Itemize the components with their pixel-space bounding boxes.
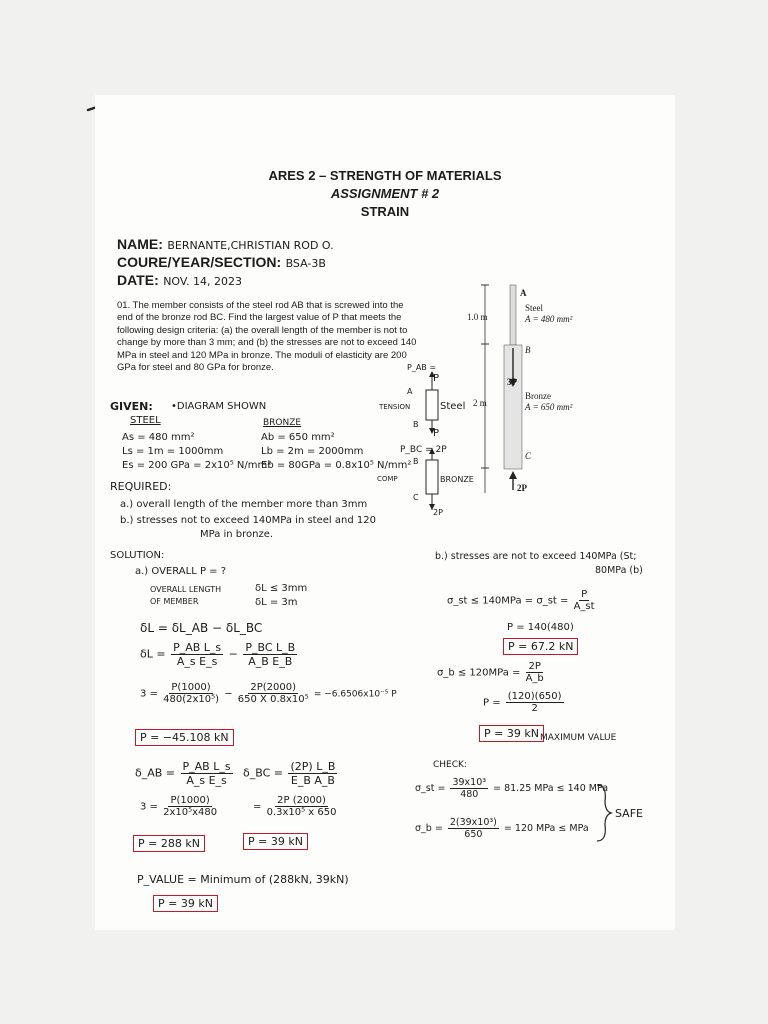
- check-steel: σ_st = $\frac{\text{39x10³}}{480}$ = 81.25 MPa ≤ 140 MPa: [415, 777, 609, 800]
- answer-box-3: P = 39 kN: [243, 833, 308, 850]
- delta-ab-formula: δ_AB = $\frac{\text{P\_AB L\_s}}{\text{A\_s E\_s}}$: [135, 760, 231, 787]
- overall-length-label: OVERALL LENGTH: [150, 585, 222, 594]
- solution-title: SOLUTION:: [110, 550, 165, 561]
- maximum-value-label: MAXIMUM VALUE: [540, 733, 617, 743]
- delta-bc-substituted: = $\frac{2P (2000)}{\text{0.3x10⁵ x 650}}$: [253, 795, 337, 818]
- fbd-comp-label: COMP: [377, 475, 398, 483]
- answer-box-final: P = 39 kN: [153, 895, 218, 912]
- fbd-b-label: B: [413, 420, 419, 429]
- bronze-label: Bronze: [525, 391, 551, 401]
- course-title: ARES 2 – STRENGTH OF MATERIALS: [268, 168, 502, 183]
- answer-box-1: P = −45.108 kN: [135, 729, 234, 746]
- part-a-heading: a.) OVERALL P = ?: [135, 566, 227, 577]
- safe-brace: [595, 783, 613, 843]
- fbd-tension-label: TENSION: [379, 403, 411, 411]
- bronze-p-eq: P = $\frac{(120)(650)}{2}$: [483, 691, 562, 714]
- steel-stress-eq: σ_st ≤ 140MPa = σ_st = $\frac{P}{A\_st}$: [447, 589, 595, 612]
- check-title: CHECK:: [433, 760, 467, 770]
- problem-statement: 01. The member consists of the steel rod AB that is screwed into the end of the bronze rod BC. Find the largest value of P that meets the following design criteria: (a) the overall length of the member is not to change by more than 3 mm; and (b) the stresses are not to exceed 140 MPa in steel and 120 MPa in bronze. The moduli of elasticity are 200 GPa for steel and 80 GPa for bronze.: [117, 300, 417, 374]
- length-ab-label: 1.0 m: [467, 312, 488, 322]
- steel-area: As = 480 mm²: [122, 432, 195, 443]
- elongation-formula: δL = $\frac{\text{P\_AB L\_s}}{\text{A\_s E\_s}}$ − $\frac{\text{P\_BC L\_B}}{\text{A\_B E\_B}}$: [140, 641, 296, 668]
- fbd-pbc-label: P_BC = 2P: [400, 445, 447, 455]
- answer-box-2: P = 288 kN: [133, 835, 205, 852]
- elongation-equation: δL = δL_AB − δL_BC: [140, 621, 263, 635]
- fbd-p-top: P: [433, 373, 440, 384]
- fbd-pab-label: P_AB =: [407, 363, 437, 372]
- assignment-title: ASSIGNMENT # 2: [330, 186, 440, 201]
- bronze-stress-eq: σ_b ≤ 120MPa = $\frac{2P}{A\_b}$: [437, 661, 544, 684]
- check-bronze: σ_b = $\frac{\text{2(39x10³)}}{650}$ = 120 MPa ≤ MPa: [415, 817, 589, 840]
- fbd-2p-bottom: 2P: [433, 508, 443, 517]
- bronze-area-label: A = 650 mm²: [525, 402, 573, 412]
- load-3p-label: 3P: [507, 377, 517, 387]
- delta-bc-formula: δ_BC = $\frac{(2P) L\_B}{\text{E\_B A\_B}}$: [243, 760, 336, 787]
- required-b-cont: MPa in bronze.: [200, 529, 274, 540]
- point-b-label: B: [525, 345, 531, 355]
- substituted-formula: 3 = $\frac{P(1000)}{\text{480(2x10⁵)}}$ − $\frac{2P(2000)}{\text{650 X 0.8x10⁵}}$ = −6.6506x10⁻⁵ P: [140, 682, 397, 705]
- required-title: REQUIRED:: [110, 480, 172, 493]
- condition-2: δL = 3m: [255, 597, 298, 608]
- load-2p-label: 2P: [517, 483, 527, 493]
- given-title: GIVEN:: [110, 400, 153, 413]
- fbd-b2-label: B: [413, 457, 419, 466]
- p-value-statement: P_VALUE = Minimum of (288kN, 39kN): [137, 873, 349, 886]
- bronze-heading: BRONZE: [263, 418, 302, 428]
- given-note: •DIAGRAM SHOWN: [171, 401, 267, 412]
- condition-1: δL ≤ 3mm: [255, 583, 308, 594]
- delta-ab-substituted: 3 = $\frac{P(1000)}{\text{2x10⁵x480}}$: [140, 795, 218, 818]
- required-b: b.) stresses not to exceed 140MPa in steel and 120: [120, 515, 376, 526]
- steel-label: Steel: [525, 303, 543, 313]
- required-a: a.) overall length of the member more than 3mm: [120, 499, 368, 510]
- steel-modulus: Es = 200 GPa = 2x10⁵ N/mm²: [122, 460, 272, 471]
- answer-box-steel: P = 67.2 kN: [503, 638, 578, 655]
- bronze-length: Lb = 2m = 2000mm: [261, 446, 364, 457]
- fbd-steel-label: Steel: [440, 401, 466, 412]
- student-name: NAME: BERNANTE,CHRISTIAN ROD O.: [117, 236, 334, 252]
- point-a-label: A: [520, 288, 527, 298]
- steel-p-eq: P = 140(480): [507, 622, 574, 633]
- bronze-area: Ab = 650 mm²: [261, 432, 335, 443]
- part-b-heading-cont: 80MPa (b): [595, 565, 643, 576]
- answer-box-bronze: P = 39 kN: [479, 725, 544, 742]
- fbd-a-label: A: [407, 387, 413, 396]
- safe-label: SAFE: [615, 807, 643, 820]
- of-member-label: OF MEMBER: [150, 597, 199, 606]
- steel-area-label: A = 480 mm²: [525, 314, 573, 324]
- fbd-c-label: C: [413, 493, 419, 502]
- assignment-sheet: [95, 95, 675, 930]
- steel-length: Ls = 1m = 1000mm: [122, 446, 224, 457]
- part-b-heading: b.) stresses are not to exceed 140MPa (St;: [435, 551, 637, 562]
- bronze-modulus: Eb = 80GPa = 0.8x10⁵ N/mm²: [261, 460, 412, 471]
- student-section: COURE/YEAR/SECTION: BSA-3B: [117, 254, 326, 270]
- point-c-label: C: [525, 451, 532, 461]
- topic-title: STRAIN: [360, 204, 410, 219]
- steel-heading: STEEL: [130, 415, 161, 426]
- length-bc-label: 2 m: [473, 398, 487, 408]
- fbd-p-mid: P: [433, 428, 440, 439]
- submission-date: DATE: NOV. 14, 2023: [117, 272, 242, 288]
- fbd-bronze-label: BRONZE: [440, 475, 474, 484]
